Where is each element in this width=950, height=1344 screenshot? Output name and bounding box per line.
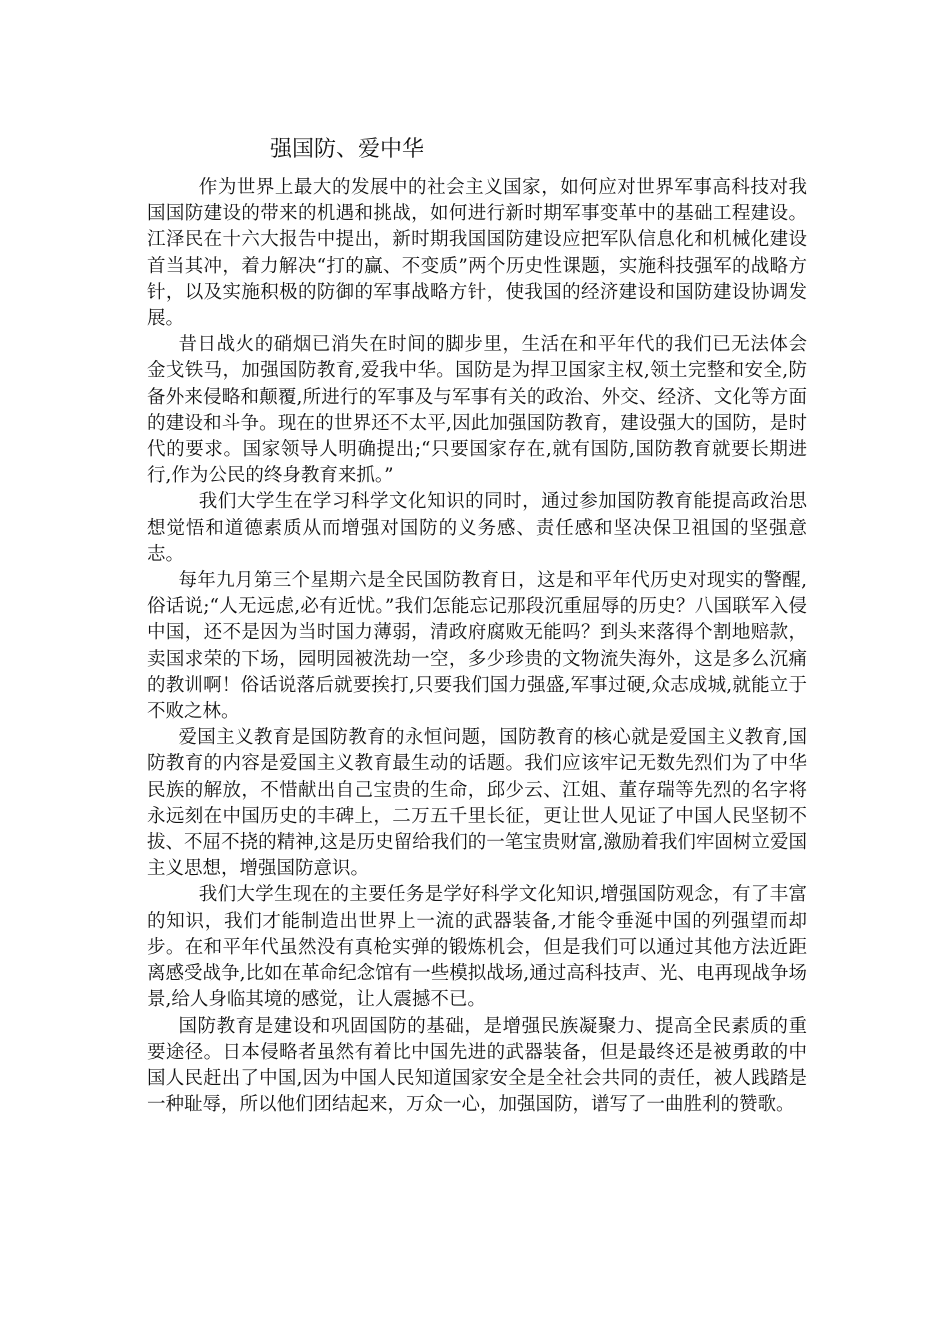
paragraph-4: 每年九月第三个星期六是全民国防教育日，这是和平年代历史对现实的警醒,俗话说;“人无远虑,必有近忧。”我们怎能忘记那段沉重屈辱的历史？八国联军入侵中国，还不是因为当时国力薄弱，清政府腐败无能吗？到头来落得个割地赔款，卖国求荣的下场，园明园被洗劫一空，多少珍贵的文物流失海外，这是多么沉痛的教训啊！俗话说落后就要挨打,只要我们国力强盛,军事过硬,众志成城,就能立于不败之林。 xyxy=(147,570,807,723)
paragraph-6: 我们大学生现在的主要任务是学好科学文化知识,增强国防观念，有了丰富的知识，我们才能制造出世界上一流的武器装备,才能令垂涎中国的列强望而却步。在和平年代虽然没有真枪实弹的锻炼机会，但是我们可以通过其他方法近距离感受战争,比如在革命纪念馆有一些模拟战场,通过高科技声、光、电再现战争场景,给人身临其境的感觉，让人震撼不已。 xyxy=(147,884,807,1011)
document-body xyxy=(147,175,807,1118)
paragraph-1: 作为世界上最大的发展中的社会主义国家，如何应对世界军事高科技对我国国防建设的带来的机遇和挑战，如何进行新时期军事变革中的基础工程建设。江泽民在十六大报告中提出，新时期我国国防建设应把军队信息化和机械化建设首当其冲，着力解决“打的赢、不变质”两个历史性课题，实施科技强军的战略方针，以及实施积极的防御的军事战略方针，使我国的经济建设和国防建设协调发展。 xyxy=(147,177,807,330)
paragraph-3: 我们大学生在学习科学文化知识的同时，通过参加国防教育能提高政治思想觉悟和道德素质从而增强对国防的义务感、责任感和坚决保卫祖国的坚强意志。 xyxy=(147,491,807,565)
paragraph-5: 爱国主义教育是国防教育的永恒问题，国防教育的核心就是爱国主义教育,国防教育的内容是爱国主义教育最生动的话题。我们应该牢记无数先烈们为了中华民族的解放，不惜献出自己宝贵的生命，邱少云、江姐、董存瑞等先烈的名字将永远刻在中国历史的丰碑上，二万五千里长征，更让世人见证了中国人民坚韧不拔、不屈不挠的精神,这是历史留给我们的一笔宝贵财富,激励着我们牢固树立爱国主义思想，增强国防意识。 xyxy=(147,727,807,880)
document-title: 强国防、爱中华 xyxy=(270,137,425,162)
paragraph-2: 昔日战火的硝烟已消失在时间的脚步里，生活在和平年代的我们已无法体会金戈铁马，加强国防教育,爱我中华。国防是为捍卫国家主权,领土完整和安全,防备外来侵略和颠覆,所进行的军事及与军事有关的政治、外交、经济、文化等方面的建设和斗争。现在的世界还不太平,因此加强国防教育，建设强大的国防，是时代的要求。国家领导人明确提出;“只要国家存在,就有国防,国防教育就要长期进行,作为公民的终身教育来抓。” xyxy=(147,334,807,487)
paragraph-7: 国防教育是建设和巩固国防的基础，是增强民族凝聚力、提高全民素质的重要途径。日本侵略者虽然有着比中国先进的武器装备，但是最终还是被勇敢的中国人民赶出了中国,因为中国人民知道国家安全是全社会共同的责任，被人践踏是一种耻辱，所以他们团结起来，万众一心，加强国防，谱写了一曲胜利的赞歌。 xyxy=(147,1015,807,1116)
